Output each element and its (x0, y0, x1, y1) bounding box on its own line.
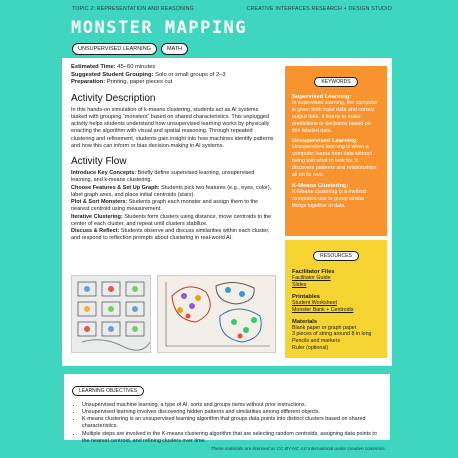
keyword-term: K-Means Clustering: (292, 182, 349, 189)
flow-heading: Activity Flow (71, 156, 127, 168)
objective-item: • Unsupervised learning involves discovering hidden patterns and similarities among different objects. (82, 409, 382, 416)
objectives-list (72, 402, 382, 445)
keywords-label: KEYWORDS (314, 77, 357, 87)
materials-heading: Materials (292, 318, 318, 325)
group-value: Solo or small groups of 2–3 (155, 71, 226, 78)
objectives-label: LEARNING OBJECTIVES (72, 386, 144, 396)
material-item: 3 pieces of string around 8 in long (292, 331, 372, 338)
facilitator-guide-link[interactable]: Facilitator Guide (292, 275, 331, 281)
tag-math: MATH (161, 43, 188, 55)
slides-link[interactable]: Slides (292, 281, 307, 288)
material-item: Pencils and markers (292, 338, 340, 345)
group-label: Suggested Student Grouping: (71, 71, 154, 78)
time-value: 45–60 minutes (117, 64, 156, 70)
learning-objectives-box (62, 372, 392, 442)
org-label: CREATIVE INTERFACES RESEARCH + DESIGN STUDIO (246, 6, 392, 12)
keywords-box (285, 66, 387, 236)
flow-steps (71, 170, 276, 243)
flow-step: Plot & Sort Monsters: Students graph each monster and assign them to the nearest centroid using measurement. (71, 199, 259, 213)
page-title: MONSTER MAPPING (71, 18, 248, 38)
description-heading: Activity Description (71, 92, 156, 104)
topic-label: TOPIC 2: REPRESENTATION AND REASONING (72, 6, 194, 12)
license-footer: These materials are licensed as CC-BY-NC 4.0 International under creative commons. (210, 446, 386, 451)
clustering-photo (157, 275, 276, 353)
main-column (71, 64, 276, 243)
keyword-def: In supervised learning, the computer is given both input data and correct output data. It learns to make predictions or decisions based on this labeled data. (292, 100, 378, 134)
tag-unsupervised: UNSUPERVISED LEARNING (72, 43, 157, 55)
activity-meta (71, 64, 276, 87)
keyword-term: Supervised Learning: (292, 94, 352, 100)
material-item: Blank paper or graph paper (292, 324, 357, 331)
objective-item: • Unsupervised machine learning, a type of AI, sorts and groups items without prior instructions. (82, 402, 382, 409)
description-text: In this hands-on simulation of k-means clustering, students act as AI systems tasked with grouping “monsters” based on shared characteristics. This unplugged activity helps students understand how unsupervised learning works by physically enacting the algorithm with visual and spatial reasoning. Through repeated clustering and refinement, students gain insight into how machines identify patterns and how this can inform or bias decision-making in AI systems. (71, 106, 274, 149)
student-worksheet-link[interactable]: Student Worksheet (292, 299, 337, 306)
keyword-def: Unsupervised learning is when a computer learns from data without being told what to look for. It discovers patterns and relationships all on its own. (292, 144, 377, 178)
top-header-line (72, 6, 392, 16)
time-label: Estimated Time: (71, 64, 116, 70)
objective-item: • K-means clustering is an unsupervised learning algorithm that groups data points into distinct clusters based on shared characteristics. (82, 416, 382, 430)
keyword-def: K-Means clustering is a method computers use to group similar things together in data. (292, 188, 367, 209)
flow-step: Discuss & Reflect: Students observe and discuss similarities within each cluster, and respond to reflection prompts about clustering in real-world AI. (71, 228, 270, 242)
monster-bank-photo (71, 275, 151, 353)
objective-item: • Multiple steps are involved in the K-means clustering algorithm that are selecting random centroids, assigning data points to the nearest centroid, and refining clusters over time. (82, 431, 382, 445)
flow-step: Introduce Key Concepts: Briefly define supervised learning, unsupervised learning, and k-means clustering. (71, 170, 255, 184)
resources-box (285, 240, 387, 358)
facilitator-heading: Facilitator Files (292, 269, 335, 275)
keyword-term: Unsupervised Learning: (292, 138, 359, 145)
activity-photos (71, 275, 276, 353)
monster-bank-link[interactable]: Monster Bank + Centroids (292, 306, 354, 313)
prep-value: Printing, paper pieces cut (106, 79, 173, 86)
flow-step: Choose Features & Set Up Graph: Students pick two features (e.g., eyes, color), label graph axes, and place initial centroids (stars). (71, 184, 272, 198)
flow-step: Iterative Clustering: Students form clusters using distance, move centroids to the center of each cluster, and repeat until clusters stabilize. (71, 213, 272, 227)
prep-label: Preparation: (71, 79, 106, 86)
printables-heading: Printables (292, 293, 321, 300)
material-item: Ruler (optional) (292, 345, 329, 352)
resources-label: RESOURCES (313, 251, 359, 261)
tag-list (72, 43, 188, 55)
